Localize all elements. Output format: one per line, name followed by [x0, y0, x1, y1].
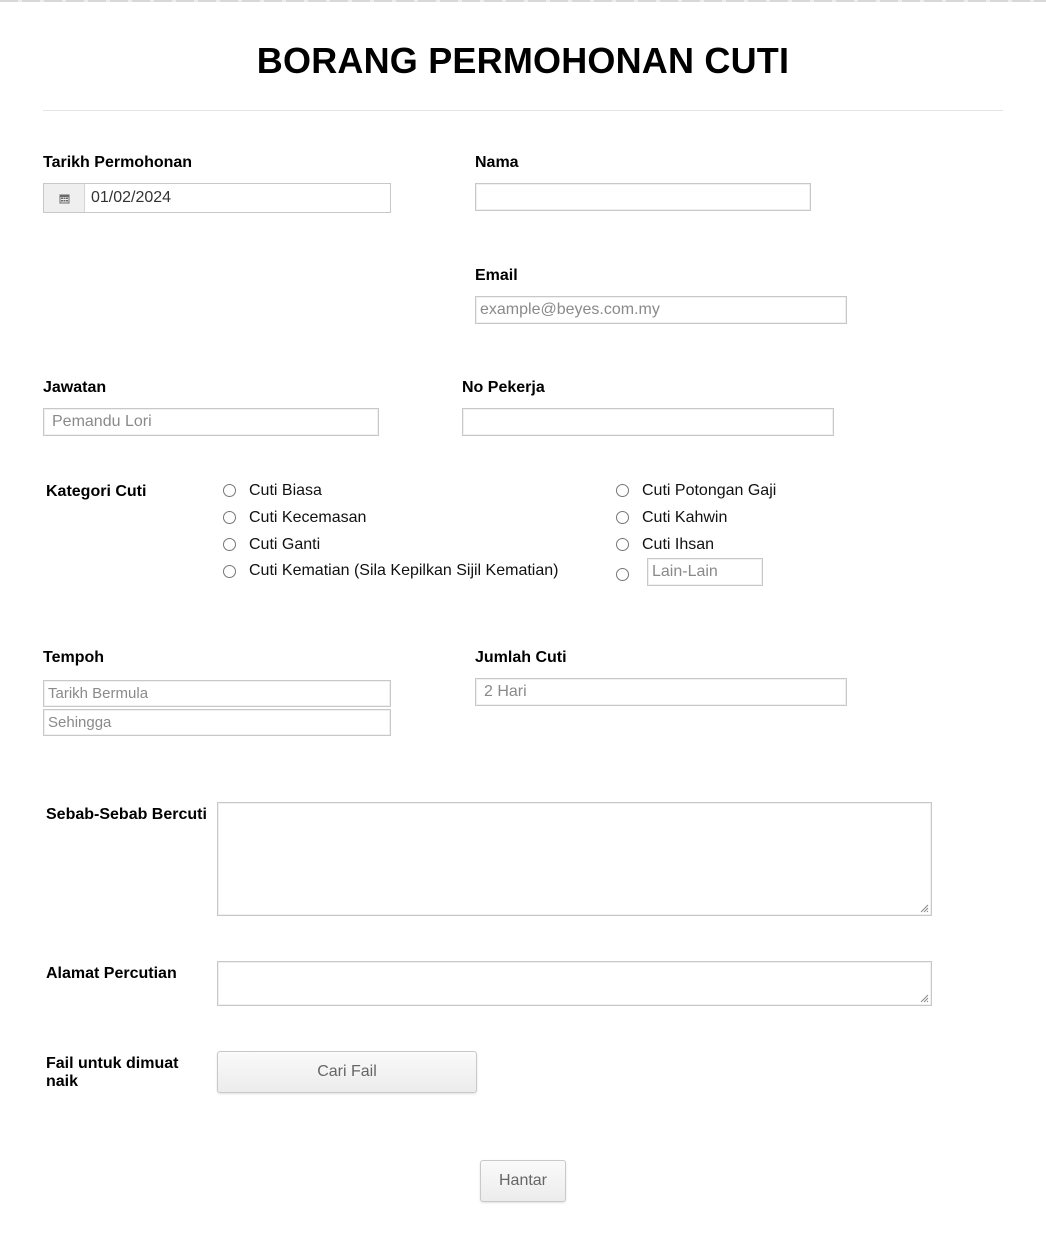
radio-option-label: Cuti Kahwin: [642, 508, 728, 526]
email-input[interactable]: example@beyes.com.my: [475, 296, 847, 324]
fail-label: Fail untuk dimuat naik: [46, 1055, 179, 1090]
jumlah-cuti-input[interactable]: 2 Hari: [475, 678, 847, 706]
radio-option[interactable]: [616, 531, 776, 558]
tarikh-permohonan-field[interactable]: [43, 183, 391, 213]
radio-option[interactable]: [616, 477, 776, 504]
radio-button[interactable]: [223, 484, 236, 497]
radio-option[interactable]: [223, 477, 558, 504]
title-divider: [43, 110, 1003, 111]
radio-button[interactable]: [616, 484, 629, 497]
radio-button[interactable]: [616, 538, 629, 551]
kategori-cuti-options-left: [223, 477, 558, 584]
cari-fail-button[interactable]: Cari Fail: [217, 1051, 477, 1093]
jawatan-label: Jawatan: [43, 379, 107, 396]
form-title: BORANG PERMOHONAN CUTI: [256, 40, 790, 81]
radio-option[interactable]: [223, 558, 558, 584]
no-pekerja-input[interactable]: [462, 408, 834, 436]
alamat-textarea[interactable]: [217, 961, 932, 1006]
kategori-cuti-label: Kategori Cuti: [46, 483, 147, 500]
radio-option[interactable]: [223, 504, 558, 531]
radio-button[interactable]: [223, 538, 236, 551]
no-pekerja-label: No Pekerja: [462, 379, 545, 396]
sebab-label: Sebab-Sebab Bercuti: [46, 806, 207, 823]
hantar-button[interactable]: Hantar: [480, 1160, 566, 1202]
lain-lain-input[interactable]: Lain-Lain: [647, 558, 763, 586]
resize-grip-icon[interactable]: [920, 904, 929, 913]
radio-option-label: Cuti Potongan Gaji: [642, 481, 777, 499]
radio-option[interactable]: [223, 531, 558, 558]
nama-input[interactable]: [475, 183, 811, 211]
radio-button[interactable]: [616, 511, 629, 524]
radio-button-other[interactable]: [616, 568, 629, 581]
tempoh-label: Tempoh: [43, 649, 105, 666]
sebab-textarea[interactable]: [217, 802, 932, 916]
nama-label: Nama: [475, 154, 519, 171]
radio-button[interactable]: [223, 565, 236, 578]
radio-option-label: Cuti Ganti: [249, 535, 321, 553]
radio-option-label: Cuti Ihsan: [642, 535, 715, 553]
jawatan-input[interactable]: Pemandu Lori: [43, 408, 379, 436]
top-border: [0, 0, 1046, 2]
radio-option-label: Cuti Biasa: [249, 481, 322, 499]
email-label: Email: [475, 267, 518, 284]
tarikh-bermula-input[interactable]: Tarikh Bermula: [43, 680, 391, 707]
kategori-cuti-options-right: [616, 477, 776, 558]
tarikh-permohonan-label: Tarikh Permohonan: [43, 154, 193, 171]
resize-grip-icon[interactable]: [920, 994, 929, 1003]
jumlah-cuti-label: Jumlah Cuti: [475, 649, 567, 666]
tarikh-permohonan-value: 01/02/2024: [91, 189, 172, 206]
alamat-label: Alamat Percutian: [46, 965, 177, 982]
radio-option-label: Cuti Kematian (Sila Kepilkan Sijil Kematian): [249, 562, 559, 579]
radio-button[interactable]: [223, 511, 236, 524]
radio-option-label: Cuti Kecemasan: [249, 508, 367, 526]
radio-option[interactable]: [616, 504, 776, 531]
sehingga-input[interactable]: Sehingga: [43, 709, 391, 736]
calendar-icon[interactable]: [44, 184, 85, 212]
